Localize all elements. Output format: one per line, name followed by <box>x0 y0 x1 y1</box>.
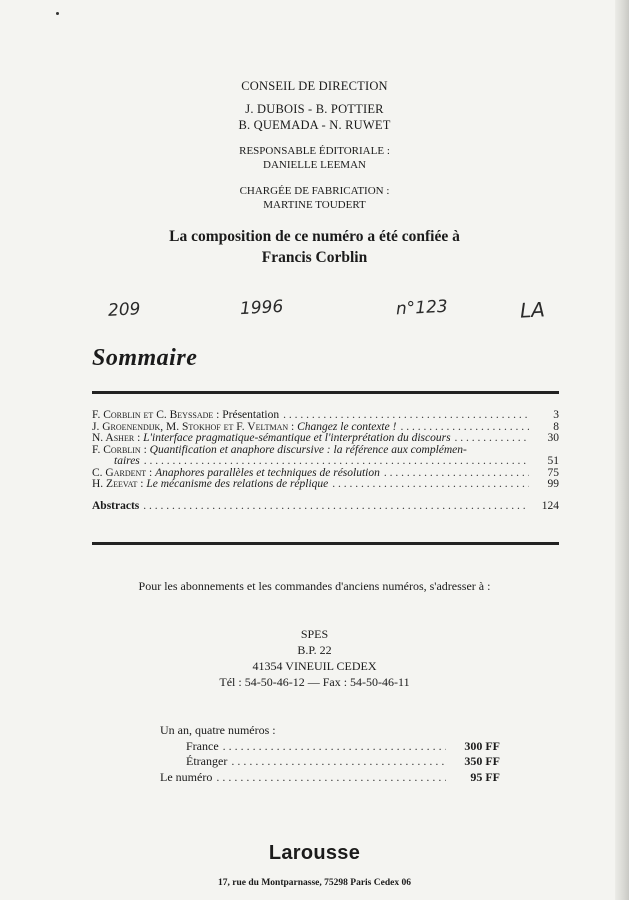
toc-entry: F. Corblin : Quantification et anaphore discursive : la référence aux complémen- <box>92 443 467 456</box>
toc-title-continued: taires <box>114 455 140 467</box>
sommaire-title: Sommaire <box>92 345 198 371</box>
handwritten-note-3: n°123 <box>395 296 449 320</box>
subscription-phone-fax: Tél : 54-50-46-12 — Fax : 54-50-46-11 <box>219 675 410 689</box>
toc-page: 99 <box>547 478 559 490</box>
toc-title: L'interface pragmatique-sémantique et l'interprétation du discours <box>143 432 451 444</box>
toc-title: Anaphores parallèles et techniques de résolution <box>155 466 380 479</box>
toc-authors: C. Gardent <box>92 466 147 479</box>
table-of-contents <box>92 410 559 512</box>
subscription-city: 41354 VINEUIL CEDEX <box>252 659 377 673</box>
toc-title: Présentation <box>222 409 280 421</box>
leader-dots <box>216 770 446 786</box>
toc-page: 8 <box>553 420 559 433</box>
toc-entry: F. Corblin et C. Beyssade : Présentation . . . 3 <box>92 410 559 422</box>
price-list <box>160 723 500 785</box>
price-row-abroad <box>160 754 500 770</box>
board-heading: CONSEIL DE DIRECTION <box>241 79 388 93</box>
price-value: 350 FF <box>464 754 500 768</box>
leader-dots <box>231 754 446 770</box>
production-label: CHARGÉE DE FABRICATION : <box>239 185 390 197</box>
price-row-france <box>160 739 500 755</box>
abstracts-page: 124 <box>541 499 559 512</box>
composition-line2: Francis Corblin <box>261 249 368 266</box>
board-members-line2: B. QUEMADA - N. RUWET <box>238 118 391 132</box>
toc-title: Changez le contexte ! <box>297 420 397 433</box>
page-edge <box>615 0 629 900</box>
subscription-intro: Pour les abonnements et les commandes d'anciens numéros, s'adresser à : <box>138 579 491 593</box>
toc-entry: C. Gardent : Anaphores parallèles et techniques de résolution . . . 75 <box>92 468 559 480</box>
toc-entry: N. Asher : L'interface pragmatique-sémantique et l'interprétation du discours . . . 30 <box>92 433 559 445</box>
toc-entry: J. Groenendijk, M. Stokhof et F. Veltman : Changez le contexte ! . . . 8 <box>92 422 559 434</box>
leader-dots <box>332 479 529 491</box>
toc-title: Quantification et anaphore discursive : la référence aux complémen- <box>149 443 467 456</box>
price-label: Le numéro <box>160 769 213 784</box>
toc-page: 3 <box>553 409 559 421</box>
editor-label: RESPONSABLE ÉDITORIALE : <box>239 145 390 157</box>
bottom-rule <box>92 542 559 545</box>
price-value: 300 FF <box>464 738 500 753</box>
toc-authors: J. Groenendijk, M. Stokhof et F. Veltman <box>92 420 289 433</box>
ink-speck <box>56 12 59 15</box>
toc-page: 51 <box>547 455 559 467</box>
publisher-address: 17, rue du Montparnasse, 75298 Paris Cedex 06 <box>218 878 411 888</box>
price-heading: Un an, quatre numéros : <box>160 723 276 737</box>
subscription-org: SPES <box>300 627 329 641</box>
toc-page: 30 <box>547 432 559 444</box>
toc-authors: H. Zeevat <box>92 478 138 490</box>
handwritten-note-2: 1996 <box>239 296 284 320</box>
production-name: MARTINE TOUDERT <box>263 199 366 211</box>
subscription-box: B.P. 22 <box>297 643 332 657</box>
toc-page: 75 <box>547 466 559 479</box>
price-label: Étranger <box>186 754 228 768</box>
toc-title: Le mécanisme des relations de réplique <box>146 478 329 490</box>
toc-entry: H. Zeevat : Le mécanisme des relations de réplique . . . 99 <box>92 479 559 491</box>
leader-dots <box>143 501 529 513</box>
abstracts-label: Abstracts <box>92 499 140 512</box>
toc-authors: F. Corblin <box>92 443 141 456</box>
handwritten-note-4: LA <box>519 297 546 323</box>
price-label: France <box>186 738 219 753</box>
price-value: 95 FF <box>470 769 500 784</box>
price-row-single <box>160 770 500 786</box>
editor-name: DANIELLE LEEMAN <box>263 159 366 171</box>
top-rule <box>92 391 559 394</box>
board-members-line1: J. DUBOIS - B. POTTIER <box>245 102 384 116</box>
leader-dots <box>384 468 529 480</box>
leader-dots <box>223 739 446 755</box>
handwritten-note-1: 209 <box>107 299 141 321</box>
toc-authors: N. Asher <box>92 432 135 444</box>
toc-abstracts <box>92 501 559 513</box>
composition-line1: La composition de ce numéro a été confiée à <box>169 228 460 245</box>
publisher-logo: Larousse <box>268 842 361 864</box>
toc-authors: F. Corblin et C. Beyssade <box>92 409 214 421</box>
